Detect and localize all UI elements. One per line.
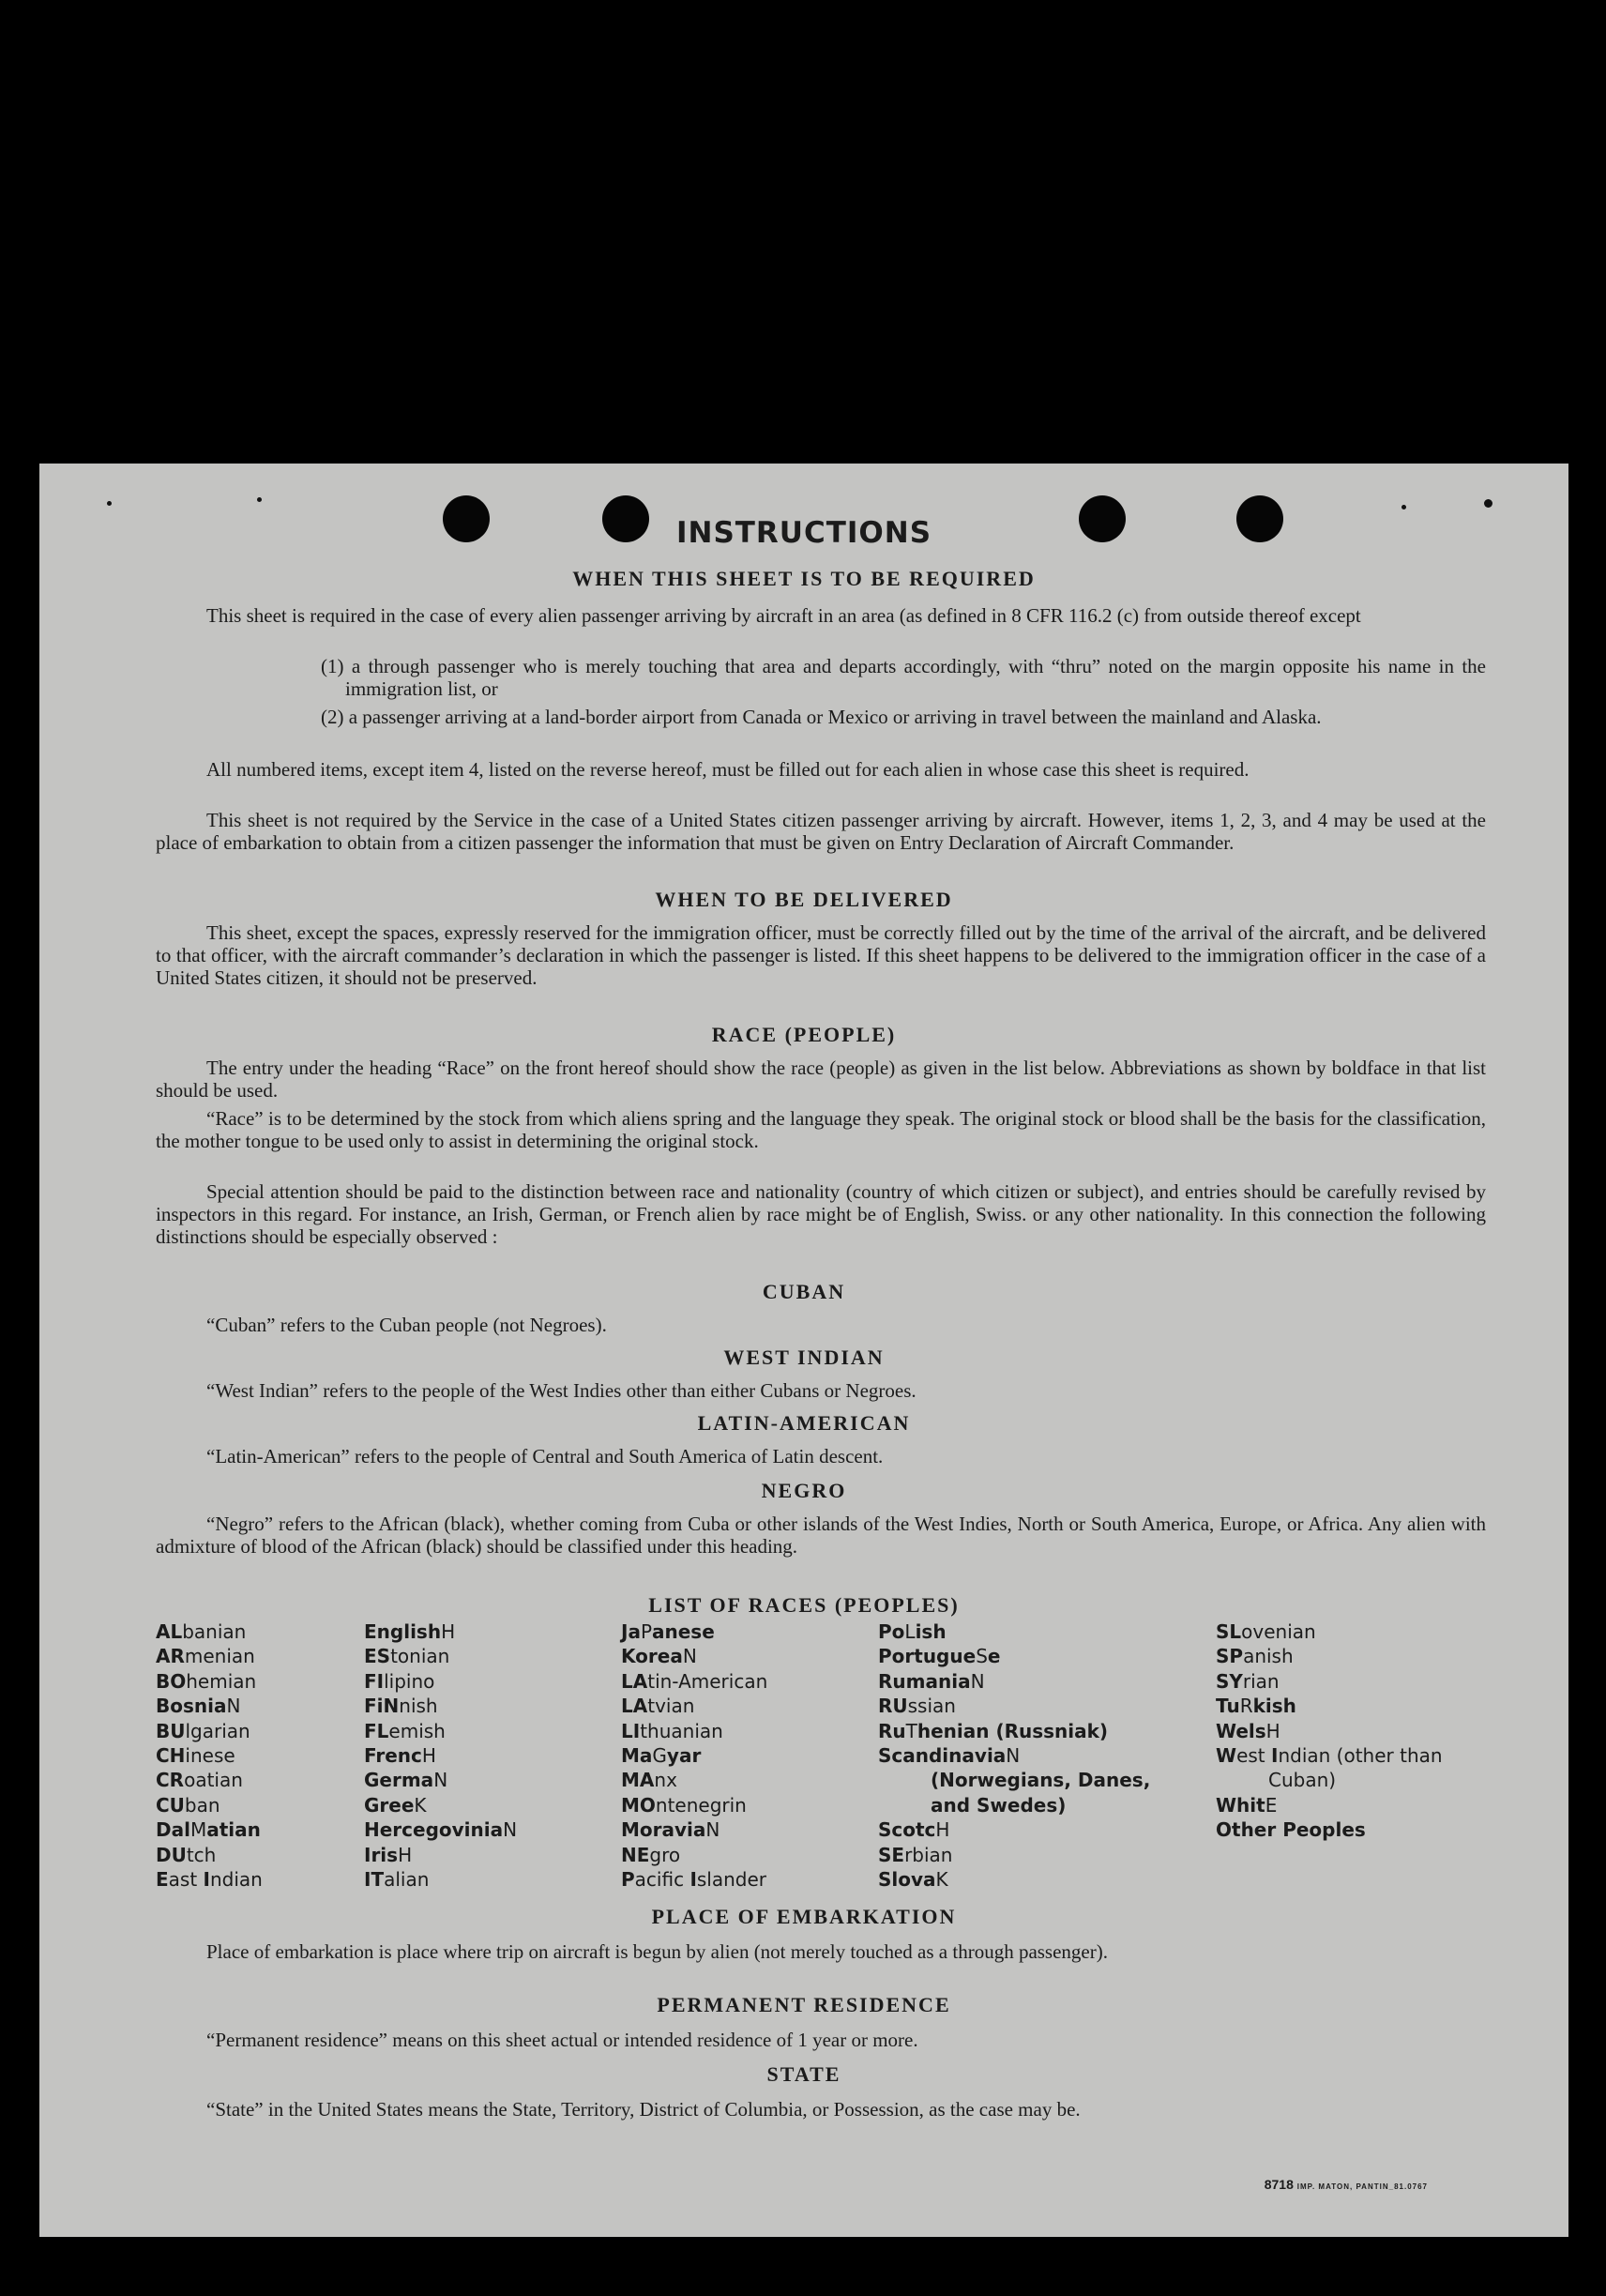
race-entry xyxy=(364,1669,610,1694)
race-text: P xyxy=(640,1620,652,1643)
race-abbreviation: Ru xyxy=(878,1719,906,1742)
race-text: hemian xyxy=(186,1669,257,1693)
race-abbreviation: E xyxy=(156,1868,169,1892)
race-entry xyxy=(156,1843,353,1867)
race-text: rbian xyxy=(904,1843,953,1866)
race-abbreviation: SY xyxy=(1216,1669,1243,1693)
race-text: ndian xyxy=(210,1868,263,1892)
race-entry xyxy=(621,1817,867,1842)
race-abbreviation: LI xyxy=(621,1719,641,1742)
race-text: lgarian xyxy=(185,1719,250,1742)
race-abbreviation: SE xyxy=(878,1843,905,1866)
race-abbreviation: yar xyxy=(666,1744,702,1768)
race-entry xyxy=(156,1867,353,1892)
race-text: slander xyxy=(696,1868,767,1892)
race-abbreviation: Wels xyxy=(1216,1719,1266,1742)
race-text: ast xyxy=(168,1868,204,1892)
race-entry xyxy=(621,1669,867,1694)
race-abbreviation: BU xyxy=(156,1719,186,1742)
speck xyxy=(257,497,262,502)
paragraph: Special attention should be paid to the distinction between race and nationality (country of which citizen or subject), and entries should be carefully revised by inspectors in this regard. For instance, an Irish, German, or French alien by race might be of English, Swiss. or any other nationality. In this connection the following distinctions should be especially observed : xyxy=(156,1180,1486,1248)
race-entry xyxy=(156,1768,353,1792)
race-entry xyxy=(1216,1719,1488,1743)
race-abbreviation: AR xyxy=(156,1645,185,1668)
race-text: oatian xyxy=(184,1769,243,1792)
heading-latin-american: LATIN-AMERICAN xyxy=(697,1411,911,1435)
race-abbreviation: Scandinavia xyxy=(878,1744,1007,1768)
race-text: N xyxy=(682,1645,697,1668)
race-abbreviation: Frenc xyxy=(364,1744,422,1768)
race-text: N xyxy=(503,1818,518,1842)
heading-negro: NEGRO xyxy=(761,1479,847,1502)
race-abbreviation: (Norwegians, Danes, and Swedes) xyxy=(931,1769,1151,1817)
race-text: K xyxy=(935,1868,948,1892)
race-abbreviation: FL xyxy=(364,1719,389,1742)
race-entry xyxy=(156,1719,353,1743)
paragraph: “West Indian” refers to the people of the West Indies other than either Cubans or Negroes. xyxy=(206,1379,917,1402)
race-text: banian xyxy=(182,1620,247,1643)
race-entry xyxy=(364,1867,610,1892)
race-text: tch xyxy=(186,1843,217,1866)
race-entry xyxy=(878,1619,1159,1644)
race-abbreviation: I xyxy=(689,1868,697,1892)
race-entry xyxy=(878,1743,1159,1817)
race-abbreviation: henian (Russniak) xyxy=(917,1719,1109,1742)
race-text: rian xyxy=(1242,1669,1280,1693)
race-abbreviation: Gree xyxy=(364,1793,415,1817)
race-abbreviation: ish xyxy=(915,1620,947,1643)
heading-list-of-races: LIST OF RACES (PEOPLES) xyxy=(648,1593,960,1617)
paragraph: This sheet is not required by the Service in the case of a United States citizen passenger arriving by aircraft. However, items 1, 2, 3, and 4 may be used at the place of embarkation to obtain from a citizen passenger the information that must be given on Entry Declaration of Aircraft Commander. xyxy=(156,809,1486,854)
race-entry xyxy=(364,1817,610,1842)
paragraph: “Latin-American” refers to the people of Central and South America of Latin descent. xyxy=(206,1445,884,1467)
race-text: acific xyxy=(634,1868,690,1892)
race-entry xyxy=(364,1743,610,1768)
heading-place-of-embarkation: PLACE OF EMBARKATION xyxy=(651,1905,957,1928)
race-abbreviation: Iris xyxy=(364,1843,399,1866)
race-abbreviation: NE xyxy=(621,1843,650,1866)
speck xyxy=(107,501,112,506)
race-abbreviation: Portugue xyxy=(878,1645,977,1668)
race-entry xyxy=(878,1817,1159,1842)
paragraph: “Permanent residence” means on this sheet actual or intended residence of 1 year or more. xyxy=(206,2029,918,2051)
race-text: nx xyxy=(654,1769,677,1792)
race-abbreviation: Dal xyxy=(156,1818,190,1842)
race-list-column-1 xyxy=(156,1619,353,1892)
race-abbreviation: Bosnia xyxy=(156,1695,227,1718)
race-text: nish xyxy=(399,1695,438,1718)
race-entry xyxy=(621,1793,867,1817)
race-text: gro xyxy=(649,1843,681,1866)
page-title: INSTRUCTIONS xyxy=(675,516,932,550)
race-entry xyxy=(156,1817,353,1842)
race-abbreviation: FiN xyxy=(364,1695,400,1718)
race-text: menian xyxy=(184,1645,255,1668)
race-text: H xyxy=(441,1620,456,1643)
race-abbreviation: ES xyxy=(364,1645,391,1668)
race-entry xyxy=(156,1793,353,1817)
race-abbreviation: English xyxy=(364,1620,442,1643)
race-entry xyxy=(621,1719,867,1743)
race-text: H xyxy=(1265,1719,1280,1742)
race-entry xyxy=(621,1644,867,1668)
race-abbreviation: I xyxy=(1271,1744,1279,1768)
race-entry xyxy=(621,1743,867,1768)
race-entry xyxy=(1216,1669,1488,1694)
race-abbreviation: CR xyxy=(156,1769,185,1792)
race-text: N xyxy=(705,1818,720,1842)
race-abbreviation: kish xyxy=(1252,1695,1296,1718)
heading-race: RACE (PEOPLE) xyxy=(711,1023,897,1046)
speck xyxy=(1484,499,1492,508)
race-abbreviation: Korea xyxy=(621,1645,683,1668)
race-abbreviation: Tu xyxy=(1216,1695,1240,1718)
race-text: alian xyxy=(384,1868,430,1892)
race-abbreviation: anese xyxy=(652,1620,715,1643)
paragraph: The entry under the heading “Race” on the front hereof should show the race (people) as given in the list below. Abbreviations as shown by boldface in that list should be used. xyxy=(156,1057,1486,1102)
race-entry xyxy=(878,1644,1159,1668)
race-text: N xyxy=(433,1769,448,1792)
race-text: est xyxy=(1236,1744,1271,1768)
race-text: E xyxy=(1265,1793,1278,1817)
heading-state: STATE xyxy=(766,2062,841,2086)
race-entry xyxy=(1216,1619,1488,1644)
race-abbreviation: RU xyxy=(878,1695,908,1718)
race-entry xyxy=(156,1694,353,1718)
form-number: 8718 xyxy=(1264,2177,1294,2192)
race-list-column-3 xyxy=(621,1619,867,1892)
race-entry xyxy=(364,1644,610,1668)
race-entry xyxy=(1216,1793,1488,1817)
race-abbreviation: SP xyxy=(1216,1645,1244,1668)
race-text: H xyxy=(421,1744,436,1768)
race-text: tvian xyxy=(647,1695,695,1718)
race-entry xyxy=(878,1719,1159,1743)
race-entry xyxy=(621,1619,867,1644)
race-entry xyxy=(878,1669,1159,1694)
race-text: S xyxy=(976,1645,988,1668)
race-entry xyxy=(878,1867,1159,1892)
race-list-column-5 xyxy=(1216,1619,1488,1843)
race-abbreviation: Slova xyxy=(878,1868,936,1892)
race-abbreviation: MO xyxy=(621,1793,656,1817)
race-entry xyxy=(364,1719,610,1743)
race-text: L xyxy=(904,1620,916,1643)
printer-name: IMP. MATON, PANTIN_81.0767 xyxy=(1296,2182,1428,2191)
race-entry xyxy=(156,1619,353,1644)
race-entry xyxy=(621,1843,867,1867)
race-entry xyxy=(364,1694,610,1718)
race-text: T xyxy=(905,1719,917,1742)
paragraph: “Negro” refers to the African (black), whether coming from Cuba or other islands of the West Indies, North or South America, Europe, or Africa. Any alien with admixture of blood of the African (black) should be classified under this heading. xyxy=(156,1513,1486,1558)
paragraph: Place of embarkation is place where trip on aircraft is begun by alien (not merely touched as a through passenger). xyxy=(206,1940,1108,1963)
race-abbreviation: FI xyxy=(364,1669,385,1693)
race-text: thuanian xyxy=(640,1719,723,1742)
paragraph: “Race” is to be determined by the stock from which aliens spring and the language they speak. The original stock or blood shall be the basis for the classification, the mother tongue to be used only to assist in determining the original stock. xyxy=(156,1107,1486,1152)
race-abbreviation: LA xyxy=(621,1695,648,1718)
race-text: N xyxy=(970,1669,985,1693)
exception-item-2: (2) a passenger arriving at a land-border airport from Canada or Mexico or arriving in travel between the mainland and Alaska. xyxy=(321,706,1322,728)
race-text: M xyxy=(189,1818,207,1842)
paragraph: “Cuban” refers to the Cuban people (not Negroes). xyxy=(206,1314,607,1336)
race-abbreviation: BO xyxy=(156,1669,187,1693)
race-abbreviation: Rumania xyxy=(878,1669,971,1693)
race-abbreviation: e xyxy=(987,1645,1001,1668)
race-list-column-4 xyxy=(878,1619,1159,1892)
race-text: K xyxy=(414,1793,427,1817)
race-text: lipino xyxy=(384,1669,435,1693)
race-entry xyxy=(364,1843,610,1867)
race-abbreviation: Hercegovinia xyxy=(364,1818,504,1842)
race-abbreviation: AL xyxy=(156,1620,183,1643)
paragraph: “State” in the United States means the State, Territory, District of Columbia, or Possession, as the case may be. xyxy=(206,2098,1081,2121)
heading-west-indian: WEST INDIAN xyxy=(723,1346,885,1369)
race-entry xyxy=(156,1644,353,1668)
heading-when-delivered: WHEN TO BE DELIVERED xyxy=(655,888,953,911)
paragraph: All numbered items, except item 4, listed on the reverse hereof, must be filled out for each alien in whose case this sheet is required. xyxy=(206,758,1250,781)
race-text: emish xyxy=(388,1719,446,1742)
heading-permanent-residence: PERMANENT RESIDENCE xyxy=(657,1993,951,2016)
race-abbreviation: Moravia xyxy=(621,1818,706,1842)
race-abbreviation: MA xyxy=(621,1769,655,1792)
race-abbreviation: DU xyxy=(156,1843,187,1866)
instruction-sheet xyxy=(39,464,1568,2237)
race-entry xyxy=(156,1669,353,1694)
race-abbreviation: Ja xyxy=(621,1620,641,1643)
race-text: R xyxy=(1239,1695,1253,1718)
race-text: N xyxy=(1006,1744,1021,1768)
race-entry xyxy=(878,1694,1159,1718)
race-text: ban xyxy=(184,1793,220,1817)
race-abbreviation: SL xyxy=(1216,1620,1242,1643)
race-text: tin-American xyxy=(647,1669,768,1693)
race-entry xyxy=(364,1793,610,1817)
race-entry xyxy=(1216,1644,1488,1668)
race-entry xyxy=(364,1619,610,1644)
race-abbreviation: Po xyxy=(878,1620,905,1643)
heading-when-required: WHEN THIS SHEET IS TO BE REQUIRED xyxy=(572,567,1036,590)
paragraph: This sheet is required in the case of every alien passenger arriving by aircraft in an area (as defined in 8 CFR 116.2 (c) from outside thereof except xyxy=(206,604,1361,627)
race-abbreviation: Germa xyxy=(364,1769,434,1792)
race-abbreviation: CH xyxy=(156,1744,186,1768)
exception-item-1: (1) a through passenger who is merely touching that area and departs accordingly, with “thru” noted on the margin opposite his name in the immigration list, or xyxy=(321,655,1486,700)
race-text: ndian (other than Cuban) xyxy=(1268,1744,1443,1792)
printer-imprint xyxy=(1265,2177,1428,2192)
race-text: N xyxy=(226,1695,241,1718)
heading-cuban: CUBAN xyxy=(762,1280,846,1303)
race-entry xyxy=(621,1768,867,1792)
paragraph: This sheet, except the spaces, expressly reserved for the immigration officer, must be correctly filled out by the time of the arrival of the aircraft, and be delivered to that officer, with the aircraft commander’s declaration in which the passenger is listed. If this sheet happens to be delivered to the immigration officer in the case of a United States citizen, it should not be preserved. xyxy=(156,921,1486,989)
race-abbreviation: CU xyxy=(156,1793,185,1817)
race-text: G xyxy=(652,1744,667,1768)
race-abbreviation: P xyxy=(621,1868,635,1892)
race-text: ssian xyxy=(907,1695,956,1718)
race-text: H xyxy=(398,1843,413,1866)
race-text: ovenian xyxy=(1241,1620,1316,1643)
race-entry xyxy=(1216,1817,1488,1842)
race-entry xyxy=(156,1743,353,1768)
race-entry xyxy=(878,1843,1159,1867)
race-abbreviation: IT xyxy=(364,1868,385,1892)
race-abbreviation: Other Peoples xyxy=(1216,1818,1366,1842)
race-entry xyxy=(1216,1743,1488,1793)
race-abbreviation: Ma xyxy=(621,1744,653,1768)
race-text: tonian xyxy=(390,1645,450,1668)
race-list-column-2 xyxy=(364,1619,610,1892)
race-text: inese xyxy=(185,1744,235,1768)
race-text: H xyxy=(935,1818,950,1842)
race-entry xyxy=(621,1867,867,1892)
race-abbreviation: atian xyxy=(206,1818,261,1842)
race-abbreviation: I xyxy=(203,1868,210,1892)
race-text: ntenegrin xyxy=(655,1793,747,1817)
race-abbreviation: Whit xyxy=(1216,1793,1265,1817)
race-abbreviation: LA xyxy=(621,1669,648,1693)
race-abbreviation: W xyxy=(1216,1744,1237,1768)
race-entry xyxy=(1216,1694,1488,1718)
speck xyxy=(1401,505,1406,509)
race-text: anish xyxy=(1243,1645,1294,1668)
race-entry xyxy=(621,1694,867,1718)
race-entry xyxy=(364,1768,610,1792)
race-abbreviation: Scotc xyxy=(878,1818,936,1842)
